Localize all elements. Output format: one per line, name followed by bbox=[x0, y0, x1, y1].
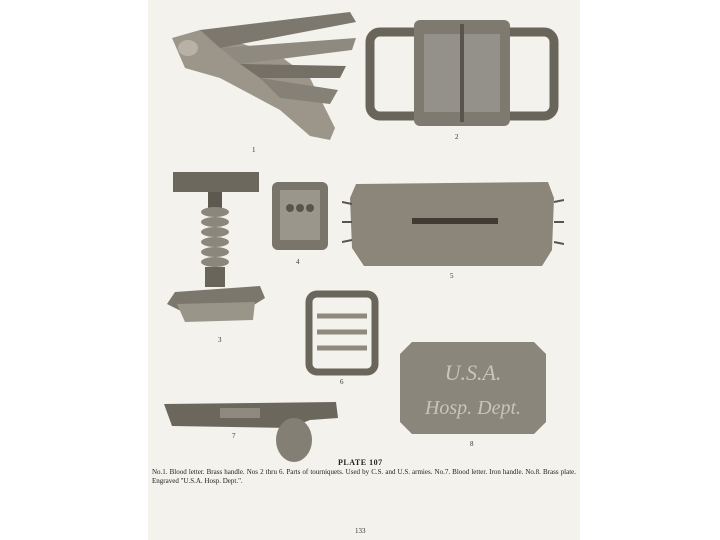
tourniquet-plate-image bbox=[342, 178, 564, 270]
blood-letter-iron-handle-image bbox=[160, 398, 342, 464]
plate-caption: No.1. Blood letter. Brass handle. Nos 2 thru 6. Parts of tourniquets. Used by C.S. and U.S. armies. No.7. Blood letter. Iron handle. No.8. Brass plate. Engraved "U.S.A. Hosp. Dept.". bbox=[152, 468, 576, 485]
figure-1-label: 1 bbox=[252, 146, 256, 154]
brass-plate-image bbox=[398, 340, 548, 436]
figure-2-label: 2 bbox=[455, 133, 459, 141]
figure-8-label: 8 bbox=[470, 440, 474, 448]
engraving-line-2: Hosp. Dept. bbox=[424, 397, 522, 419]
tourniquet-screw-image bbox=[165, 172, 275, 332]
page-number: 133 bbox=[355, 527, 366, 535]
figure-7-label: 7 bbox=[232, 432, 236, 440]
tourniquet-buckle-small-image bbox=[305, 290, 379, 376]
figure-3-label: 3 bbox=[218, 336, 222, 344]
figure-5-label: 5 bbox=[450, 272, 454, 280]
figure-4-label: 4 bbox=[296, 258, 300, 266]
figure-6-label: 6 bbox=[340, 378, 344, 386]
engraving-line-1: U.S.A. bbox=[444, 360, 502, 385]
blood-letter-brass-handle-image bbox=[160, 8, 360, 148]
tourniquet-part-image bbox=[268, 178, 332, 254]
tourniquet-buckle-image bbox=[364, 18, 560, 130]
plate-title: PLATE 107 bbox=[338, 458, 383, 467]
